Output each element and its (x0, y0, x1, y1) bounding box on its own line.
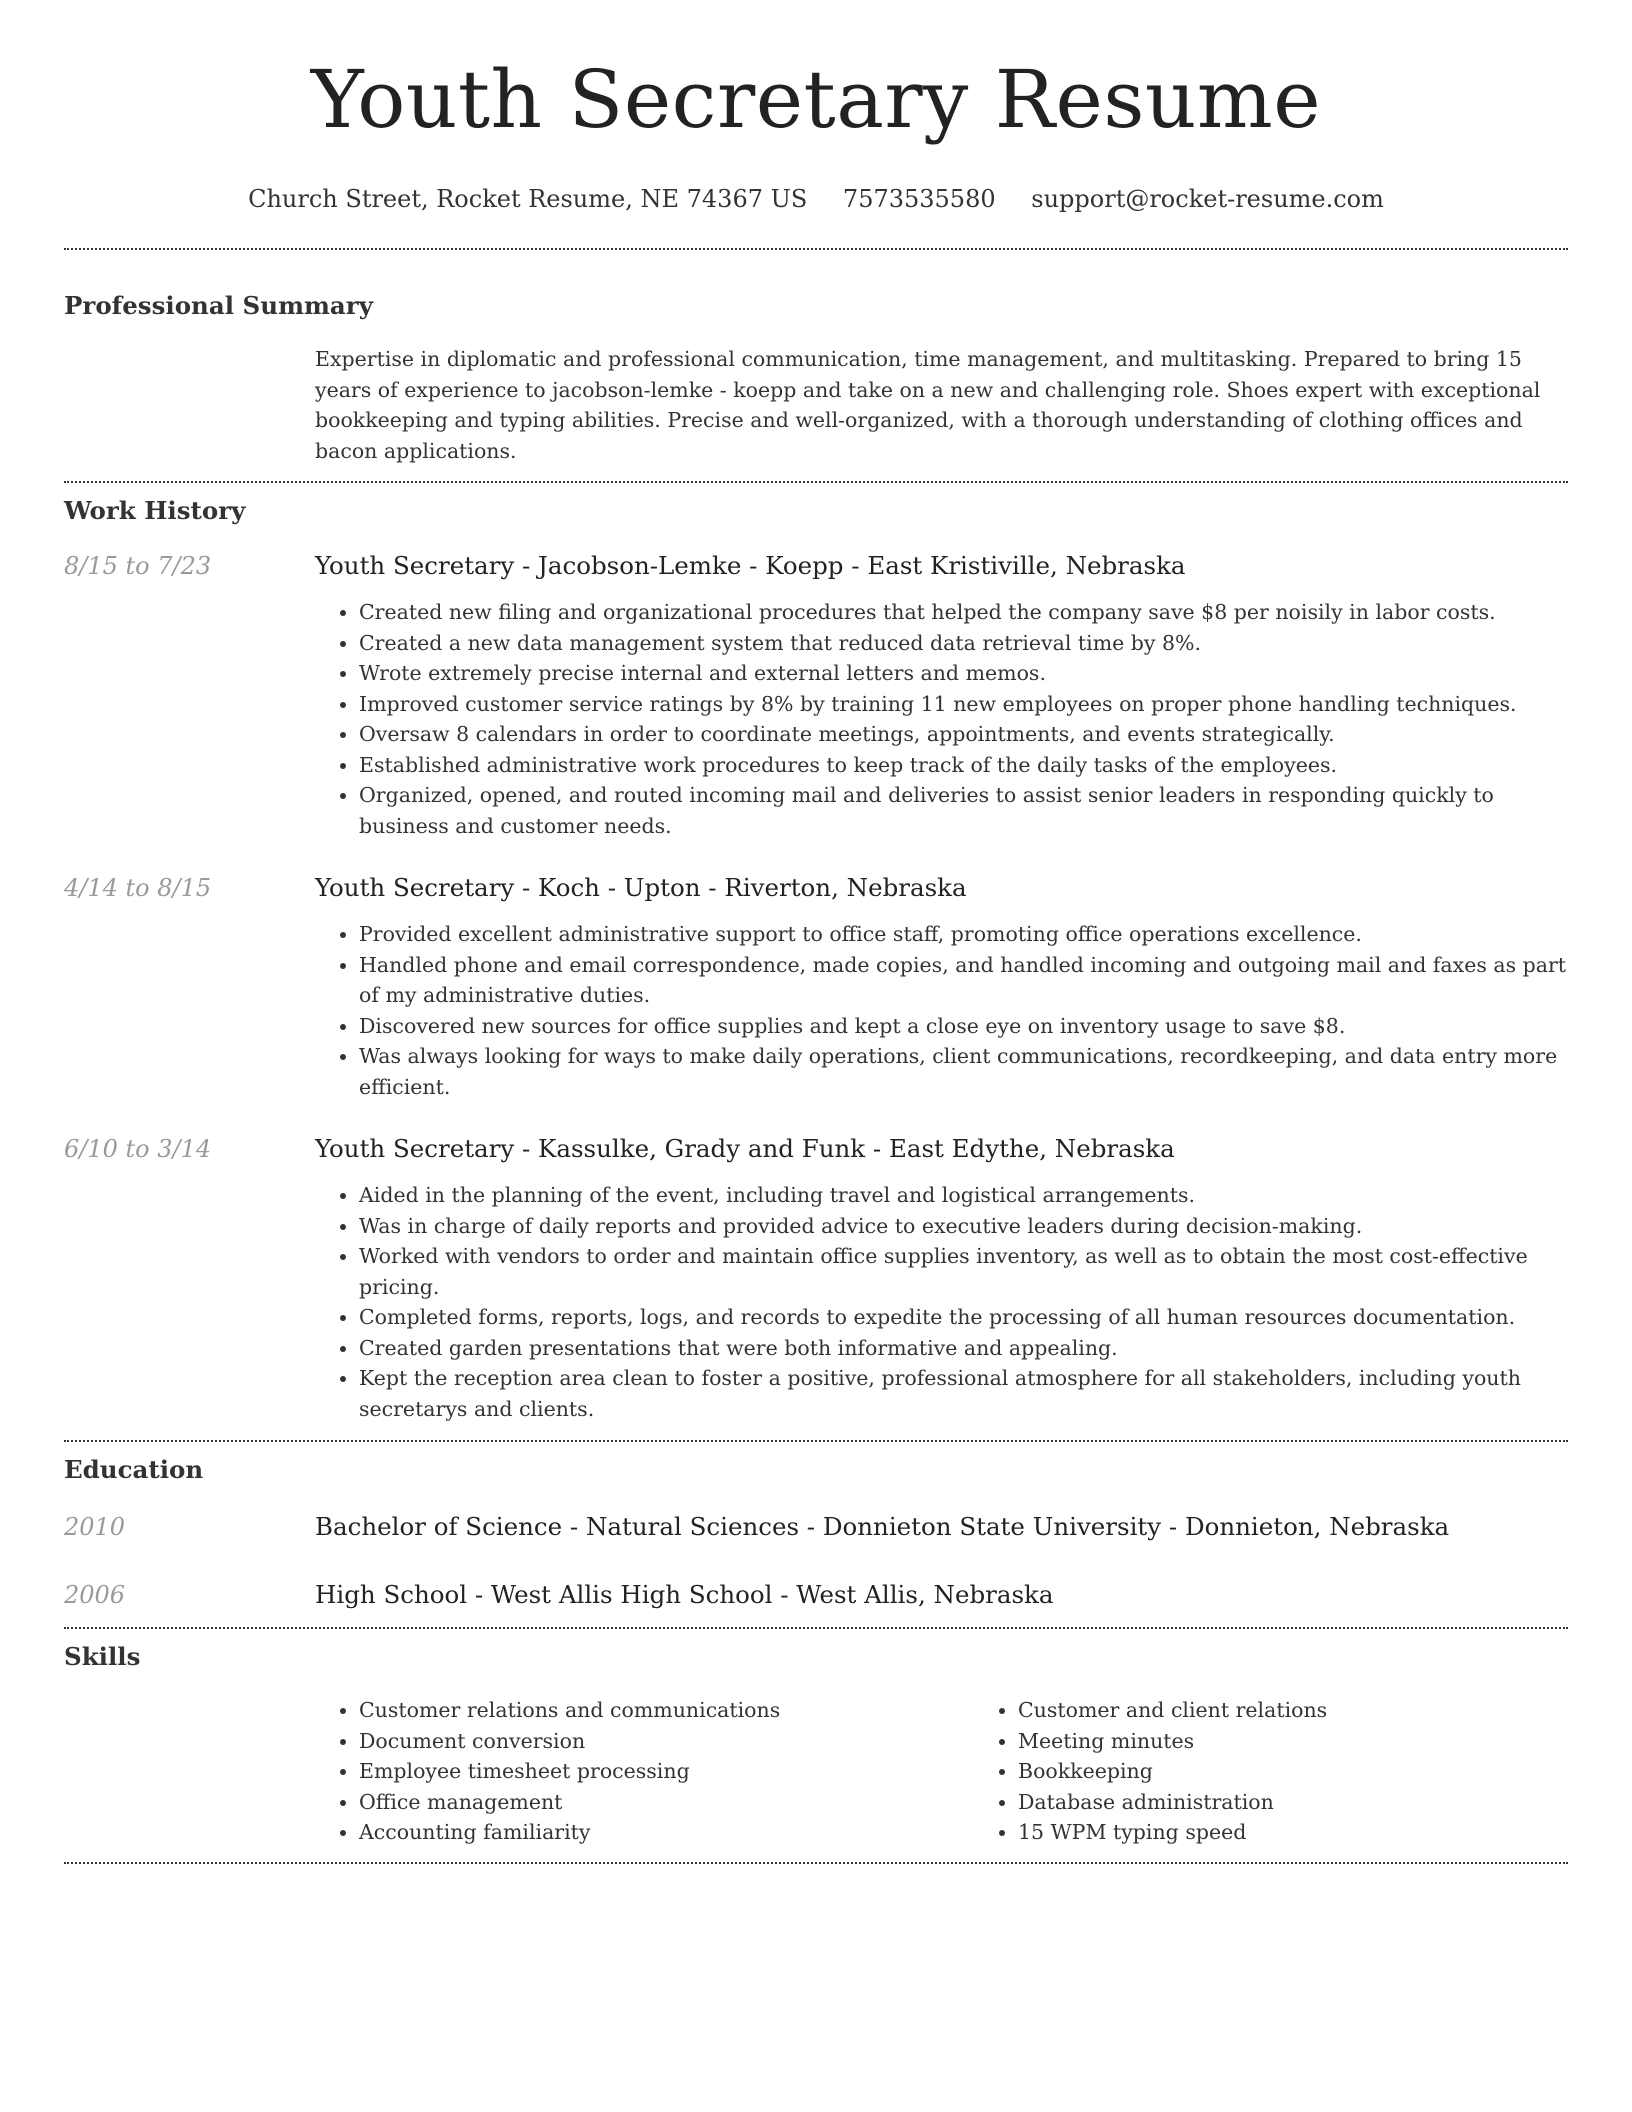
list-item: • Employee timesheet processing (359, 1756, 974, 1787)
list-item: • Document conversion (359, 1726, 974, 1757)
address: Church Street, Rocket Resume, NE 74367 US (248, 185, 808, 213)
list-item: • Oversaw 8 calendars in order to coordinate meetings, appointments, and events strategically. (359, 719, 1568, 750)
divider (64, 481, 1568, 483)
job-bullets (315, 1180, 1568, 1424)
job-dates: 8/15 to 7/23 (64, 552, 212, 580)
job-dates: 4/14 to 8/15 (64, 874, 212, 902)
education-entry (64, 1512, 1568, 1542)
divider (64, 248, 1568, 250)
divider (64, 1627, 1568, 1629)
summary-heading: Professional Summary (64, 291, 373, 320)
job-bullets (315, 919, 1568, 1102)
list-item: • Created garden presentations that were both informative and appealing. (359, 1333, 1568, 1364)
list-item: • Discovered new sources for office supplies and kept a close eye on inventory usage to save $8. (359, 1011, 1568, 1042)
skills-section (64, 1641, 1568, 1848)
divider (64, 1862, 1568, 1864)
list-item: • 15 WPM typing speed (1018, 1817, 1632, 1848)
list-item: • Provided excellent administrative support to office staff, promoting office operations excellence. (359, 919, 1568, 950)
job-dates: 6/10 to 3/14 (64, 1135, 212, 1163)
skills-list-right (974, 1695, 1632, 1848)
list-item: • Created new filing and organizational procedures that helped the company save $8 per noisily in labor costs. (359, 597, 1568, 628)
list-item: • Improved customer service ratings by 8% by training 11 new employees on proper phone handling techniques. (359, 689, 1568, 720)
email: support@rocket-resume.com (1031, 185, 1384, 213)
list-item: • Office management (359, 1787, 974, 1818)
work-history-heading: Work History (64, 496, 246, 525)
phone: 7573535580 (842, 185, 996, 213)
list-item: • Accounting familiarity (359, 1817, 974, 1848)
list-item: • Database administration (1018, 1787, 1632, 1818)
list-item: • Customer and client relations (1018, 1695, 1632, 1726)
contact-line (64, 184, 1568, 214)
list-item: • Was always looking for ways to make daily operations, client communications, recordkeeping, and data entry more efficient. (359, 1041, 1568, 1102)
summary-text: Expertise in diplomatic and professional communication, time management, and multitasking. Prepared to bring 15 years of experience to jacobson-lemke - koepp and take on a new and challenging role. Shoes expert with exceptional bookkeeping and typing abilities. Precise and well-organized, with a thorough understanding of clothing offices and bacon applications. (315, 347, 1541, 463)
list-item: • Kept the reception area clean to foster a positive, professional atmosphere for all stakeholders, including youth secretarys and clients. (359, 1363, 1568, 1424)
list-item: • Handled phone and email correspondence, made copies, and handled incoming and outgoing mail and faxes as part of my administrative duties. (359, 950, 1568, 1011)
job-entry (64, 1134, 1568, 1424)
skills-heading: Skills (64, 1642, 141, 1671)
list-item: • Meeting minutes (1018, 1726, 1632, 1757)
education-text: High School - West Allis High School - West Allis, Nebraska (315, 1580, 1054, 1609)
list-item: • Created a new data management system that reduced data retrieval time by 8%. (359, 628, 1568, 659)
list-item: • Organized, opened, and routed incoming mail and deliveries to assist senior leaders in responding quickly to business and customer needs. (359, 780, 1568, 841)
list-item: • Bookkeeping (1018, 1756, 1632, 1787)
list-item: • Aided in the planning of the event, including travel and logistical arrangements. (359, 1180, 1568, 1211)
summary-section (64, 290, 1568, 466)
divider (64, 1440, 1568, 1442)
work-history-section (64, 495, 1568, 1424)
job-title: Youth Secretary - Kassulke, Grady and Funk - East Edythe, Nebraska (315, 1134, 1175, 1163)
education-entry (64, 1580, 1568, 1610)
list-item: • Wrote extremely precise internal and external letters and memos. (359, 658, 1568, 689)
education-year: 2006 (64, 1581, 126, 1609)
job-title: Youth Secretary - Koch - Upton - Riverton, Nebraska (315, 873, 967, 902)
list-item: • Customer relations and communications (359, 1695, 974, 1726)
education-section (64, 1454, 1568, 1610)
job-title: Youth Secretary - Jacobson-Lemke - Koepp - East Kristiville, Nebraska (315, 551, 1186, 580)
education-year: 2010 (64, 1513, 126, 1541)
list-item: • Established administrative work procedures to keep track of the daily tasks of the employees. (359, 750, 1568, 781)
education-text: Bachelor of Science - Natural Sciences - Donnieton State University - Donnieton, Nebraska (315, 1512, 1450, 1541)
list-item: • Worked with vendors to order and maintain office supplies inventory, as well as to obtain the most cost-effective pricing. (359, 1241, 1568, 1302)
job-bullets (315, 597, 1568, 841)
skills-list-left (315, 1695, 974, 1848)
resume-title: Youth Secretary Resume (310, 53, 1322, 146)
list-item: • Was in charge of daily reports and provided advice to executive leaders during decision-making. (359, 1211, 1568, 1242)
job-entry (64, 551, 1568, 841)
list-item: • Completed forms, reports, logs, and records to expedite the processing of all human resources documentation. (359, 1302, 1568, 1333)
education-heading: Education (64, 1455, 204, 1484)
job-entry (64, 873, 1568, 1102)
